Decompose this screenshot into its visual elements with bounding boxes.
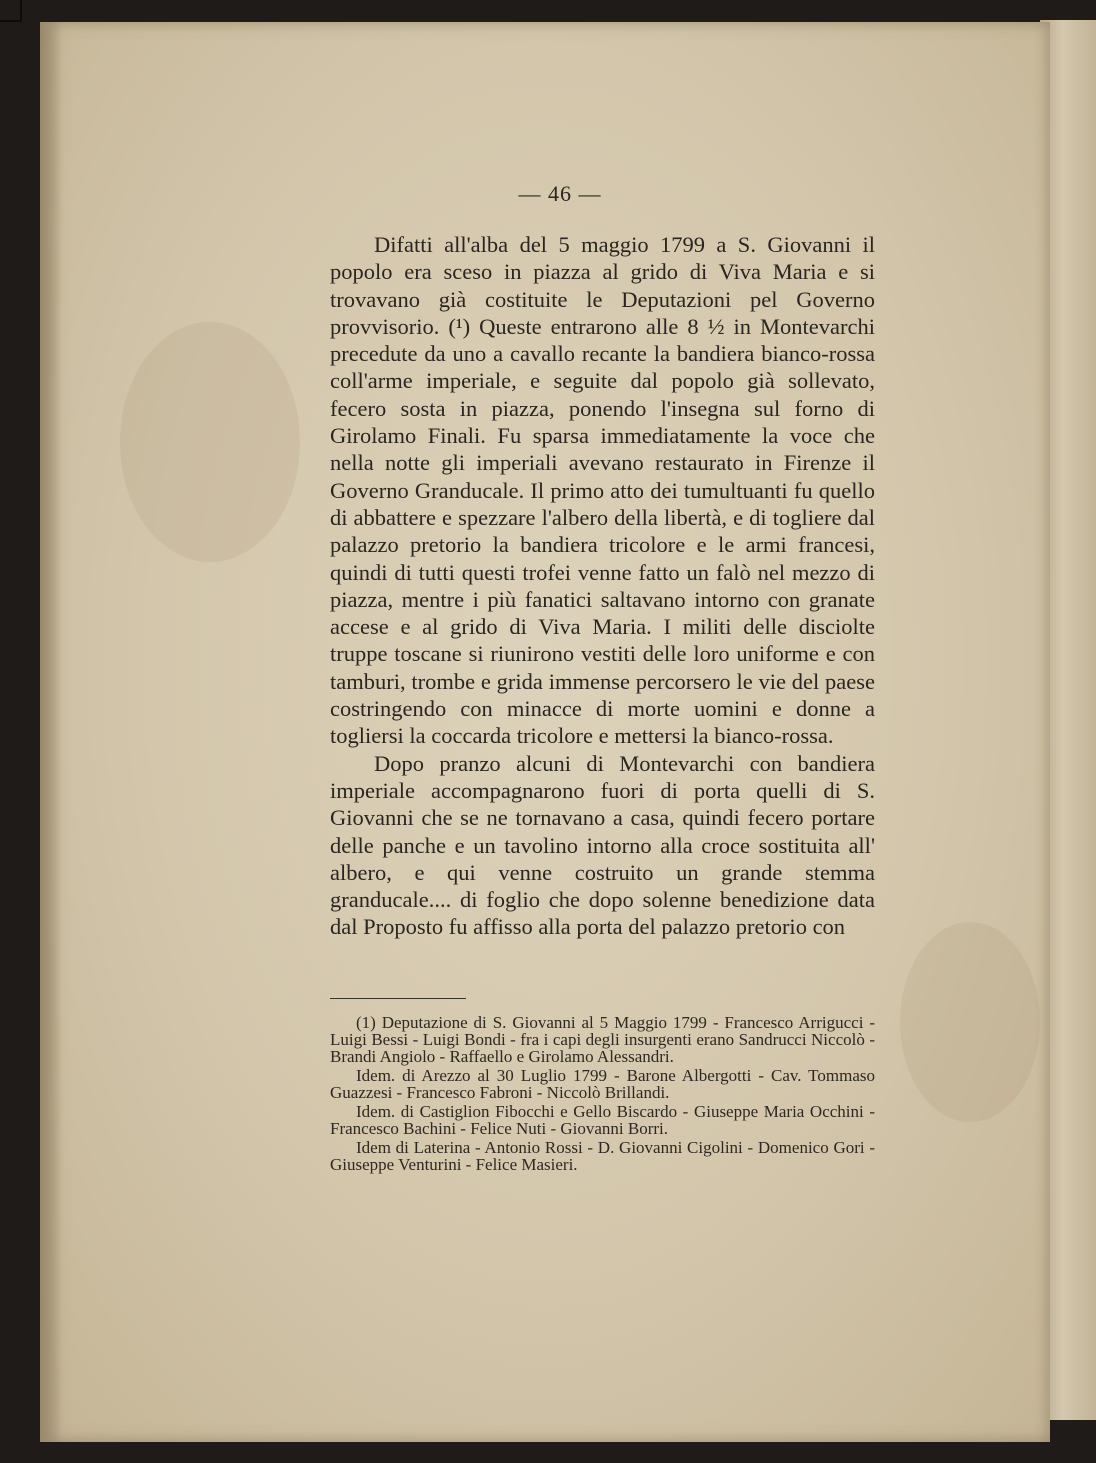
paper-stain (900, 922, 1040, 1122)
page-number: — 46 — (518, 181, 602, 206)
paper-stain (120, 322, 300, 562)
footnotes (330, 1014, 875, 1173)
paragraph: Dopo pranzo alcuni di Montevarchi con bandiera imperiale accompagnarono fuori di porta quelli di S. Giovanni che se ne tornavano a casa, quindi fecero portare delle panche e un tavolino intorno alla croce sostituita all' albero, e qui venne costruito un grande stemma granducale.... di foglio che dopo solenne benedizione data dal Proposto fu affisso alla porta del palazzo pretorio con (330, 750, 875, 940)
footnote: Idem. di Castiglion Fibocchi e Gello Biscardo - Giuseppe Maria Occhini - Francesco Bachini - Felice Nuti - Giovanni Borri. (330, 1102, 875, 1138)
footnote: Idem di Laterina - Antonio Rossi - D. Giovanni Cigolini - Domenico Gori - Giuseppe Venturini - Felice Masieri. (330, 1138, 875, 1174)
scan-corner-mark (0, 0, 22, 22)
footnote: Idem. di Arezzo al 30 Luglio 1799 - Barone Albergotti - Cav. Tommaso Guazzesi - Francesco Fabroni - Niccolò Brillandi. (330, 1066, 875, 1102)
main-text (330, 231, 875, 941)
footnote-separator (330, 998, 466, 999)
page-gutter-shadow (40, 22, 62, 1442)
paragraph: Difatti all'alba del 5 maggio 1799 a S. Giovanni il popolo era sceso in piazza al grido di Viva Maria e si trovavano già costituite le Deputazioni pel Governo provvisorio. (¹) Queste entrarono alle 8 ½ in Montevarchi precedute da uno a cavallo recante la bandiera bianco-rossa coll'arme imperiale, e seguite dal popolo già sollevato, fecero sosta in piazza, ponendo l'insegna sul forno di Girolamo Finali. Fu sparsa immediatamente la voce che nella notte gli imperiali avevano restaurato in Firenze il Governo Granducale. Il primo atto dei tumultuanti fu quello di abbattere e spezzare l'albero della libertà, e di togliere dal palazzo pretorio la bandiera tricolore e le armi francesi, quindi di tutti questi trofei venne fatto un falò nel mezzo di piazza, mentre i più fanatici saltavano intorno con granate accese e al grido di Viva Maria. I militi delle disciolte truppe toscane si riunirono vestiti delle loro uniforme e con tamburi, trombe e grida immense percorsero le vie del paese costringendo con minacce di morte uomini e donne a togliersi la coccarda tricolore e mettersi la bianco-rossa. (330, 232, 875, 749)
footnote: (1) Deputazione di S. Giovanni al 5 Maggio 1799 - Francesco Arrigucci - Luigi Bessi - Luigi Bondi - fra i capi degli insurgenti erano Sandrucci Niccolò - Brandi Angiolo - Raffaello e Girolamo Alessandri. (330, 1013, 875, 1066)
